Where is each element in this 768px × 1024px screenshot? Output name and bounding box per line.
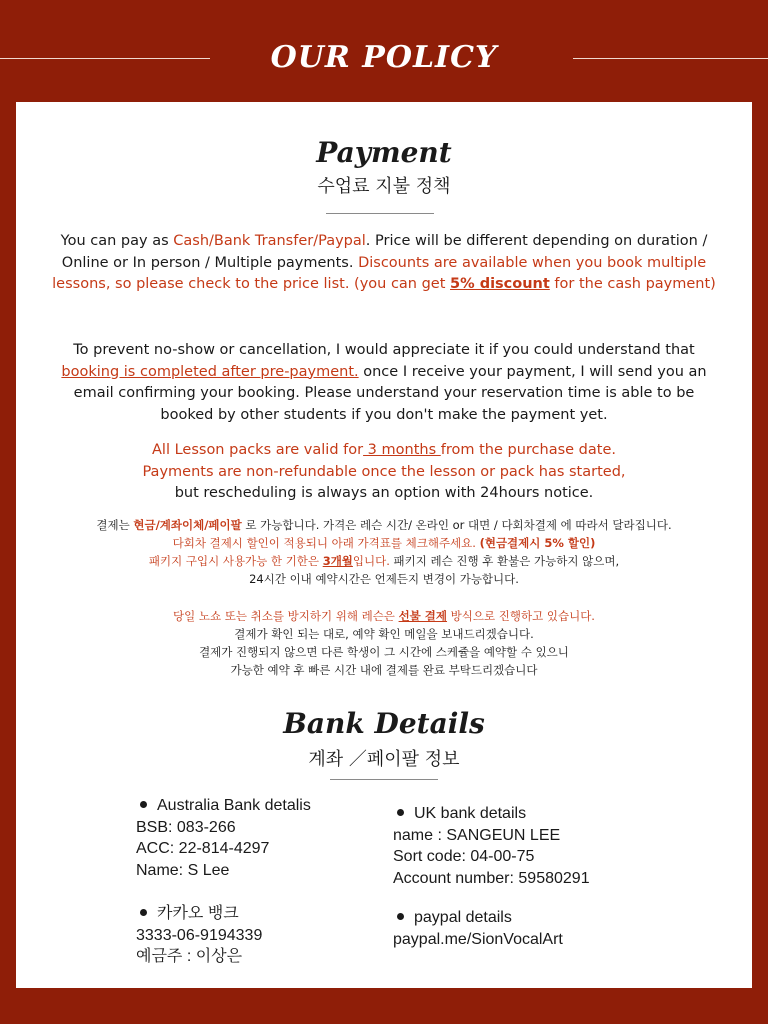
kakao-bank-block <box>136 903 262 968</box>
prepayment-highlight: booking is completed after pre-payment. <box>61 363 359 380</box>
text: once I receive your payment, I will send you an email confirming your booking. Please understand your reservation time is able to be booked by other students if you don't make the payment yet. <box>73 363 707 423</box>
australia-account: ACC: 22-814-4297 <box>136 840 270 857</box>
validity-text-end: from the purchase date. <box>440 442 616 458</box>
text: 결제가 진행되지 않으면 다른 학생이 그 시간에 스케쥴을 예약할 수 있으니 <box>199 645 569 659</box>
australia-name: Name: S Lee <box>136 861 230 879</box>
korean-prepay-note: 당일 노쇼 또는 취소를 방지하기 위해 레슨은 <box>173 609 399 623</box>
header-right-rule <box>573 58 768 59</box>
korean-methods-highlight: 현금/계좌이체/페이팔 <box>133 518 242 532</box>
payment-methods-paragraph <box>46 231 722 296</box>
payment-title: Payment <box>316 136 452 169</box>
discount-note-end: for the cash payment) <box>549 276 716 292</box>
korean-validity-note: 패키지 구입시 사용가능 한 기한은 <box>148 554 323 568</box>
korean-booking-paragraph <box>46 607 722 679</box>
payment-subtitle: 수업료 지불 정책 <box>317 176 451 197</box>
text: You can pay as <box>60 233 174 249</box>
text: 로 가능합니다. 가격은 레슨 시간/ 온라인 or 대면 / 다회차결제 에 따라서 달라집니다. <box>241 518 672 532</box>
paypal-link[interactable]: paypal.me/SionVocalArt <box>393 930 563 948</box>
reschedule-note: but rescheduling is always an option with 24hours notice. <box>174 485 594 501</box>
text: . Price will be different depending on duration / Online or In person / Multiple payments. <box>61 233 708 271</box>
bullet-icon <box>397 809 404 816</box>
uk-name: name : SANGEUN LEE <box>393 826 561 844</box>
discount-highlight: 5% discount <box>450 276 550 292</box>
korean-validity-highlight: 3개월 <box>322 554 353 568</box>
text: To prevent no-show or cancellation, I would appreciate it if you could understand that <box>73 342 695 358</box>
australia-bank-block <box>136 795 311 881</box>
policy-card <box>16 102 752 988</box>
korean-prepay-highlight: 선불 결제 <box>398 609 448 623</box>
australia-bsb: BSB: 083-266 <box>136 818 236 836</box>
text: 패키지 레슨 진행 후 환불은 가능하지 않으며, <box>389 554 620 568</box>
refund-note: Payments are non-refundable once the lesson or pack has started, <box>142 463 626 480</box>
korean-discount-note: 다회차 결제시 할인이 적용되니 아래 가격표를 체크해주세요. <box>172 536 480 550</box>
australia-heading: Australia Bank detalis <box>157 797 311 814</box>
bullet-icon <box>140 909 147 916</box>
uk-heading: UK bank details <box>414 805 527 822</box>
bank-title: Bank Details <box>283 707 485 740</box>
korean-payment-paragraph <box>26 516 742 588</box>
uk-sort-code: Sort code: 04-00-75 <box>393 848 535 865</box>
korean-discount-highlight: (현금결제시 5% 할인) <box>479 536 596 550</box>
page-title: OUR POLICY <box>270 40 498 75</box>
text: 결제는 <box>96 518 134 532</box>
booking-paragraph <box>46 340 722 426</box>
uk-account-number: Account number: 59580291 <box>393 869 590 887</box>
kakao-holder: 예금주 : 이상은 <box>136 948 243 965</box>
page-header <box>0 0 768 102</box>
bank-divider <box>330 779 438 780</box>
text: 결제가 확인 되는 대로, 예약 확인 메일을 보내드리겠습니다. <box>234 627 534 641</box>
bullet-icon <box>397 913 404 920</box>
validity-text: All Lesson packs are valid for <box>152 442 364 458</box>
validity-highlight: 3 months <box>363 442 441 458</box>
korean-prepay-end: 방식으로 진행하고 있습니다. <box>447 609 595 623</box>
payment-methods-highlight: Cash/Bank Transfer/Paypal <box>173 233 366 249</box>
lesson-pack-paragraph <box>46 440 722 505</box>
payment-divider <box>326 213 434 214</box>
bank-subtitle: 계좌 ／페이팔 정보 <box>308 749 460 770</box>
text: 가능한 예약 후 빠른 시간 내에 결제를 완료 부탁드리겠습니다 <box>230 663 538 677</box>
bullet-icon <box>140 801 147 808</box>
discount-note: Discounts are available when you book multiple lessons, so please check to the price list. (you can get <box>52 254 707 292</box>
paypal-heading: paypal details <box>414 909 512 926</box>
kakao-heading: 카카오 뱅크 <box>157 905 239 922</box>
uk-bank-block <box>393 803 590 889</box>
korean-reschedule-note: 24시간 이내 예약시간은 언제든지 변경이 가능합니다. <box>249 572 519 586</box>
paypal-block <box>393 907 563 950</box>
korean-validity-end: 입니다. <box>352 554 390 568</box>
kakao-account: 3333-06-9194339 <box>136 926 263 944</box>
